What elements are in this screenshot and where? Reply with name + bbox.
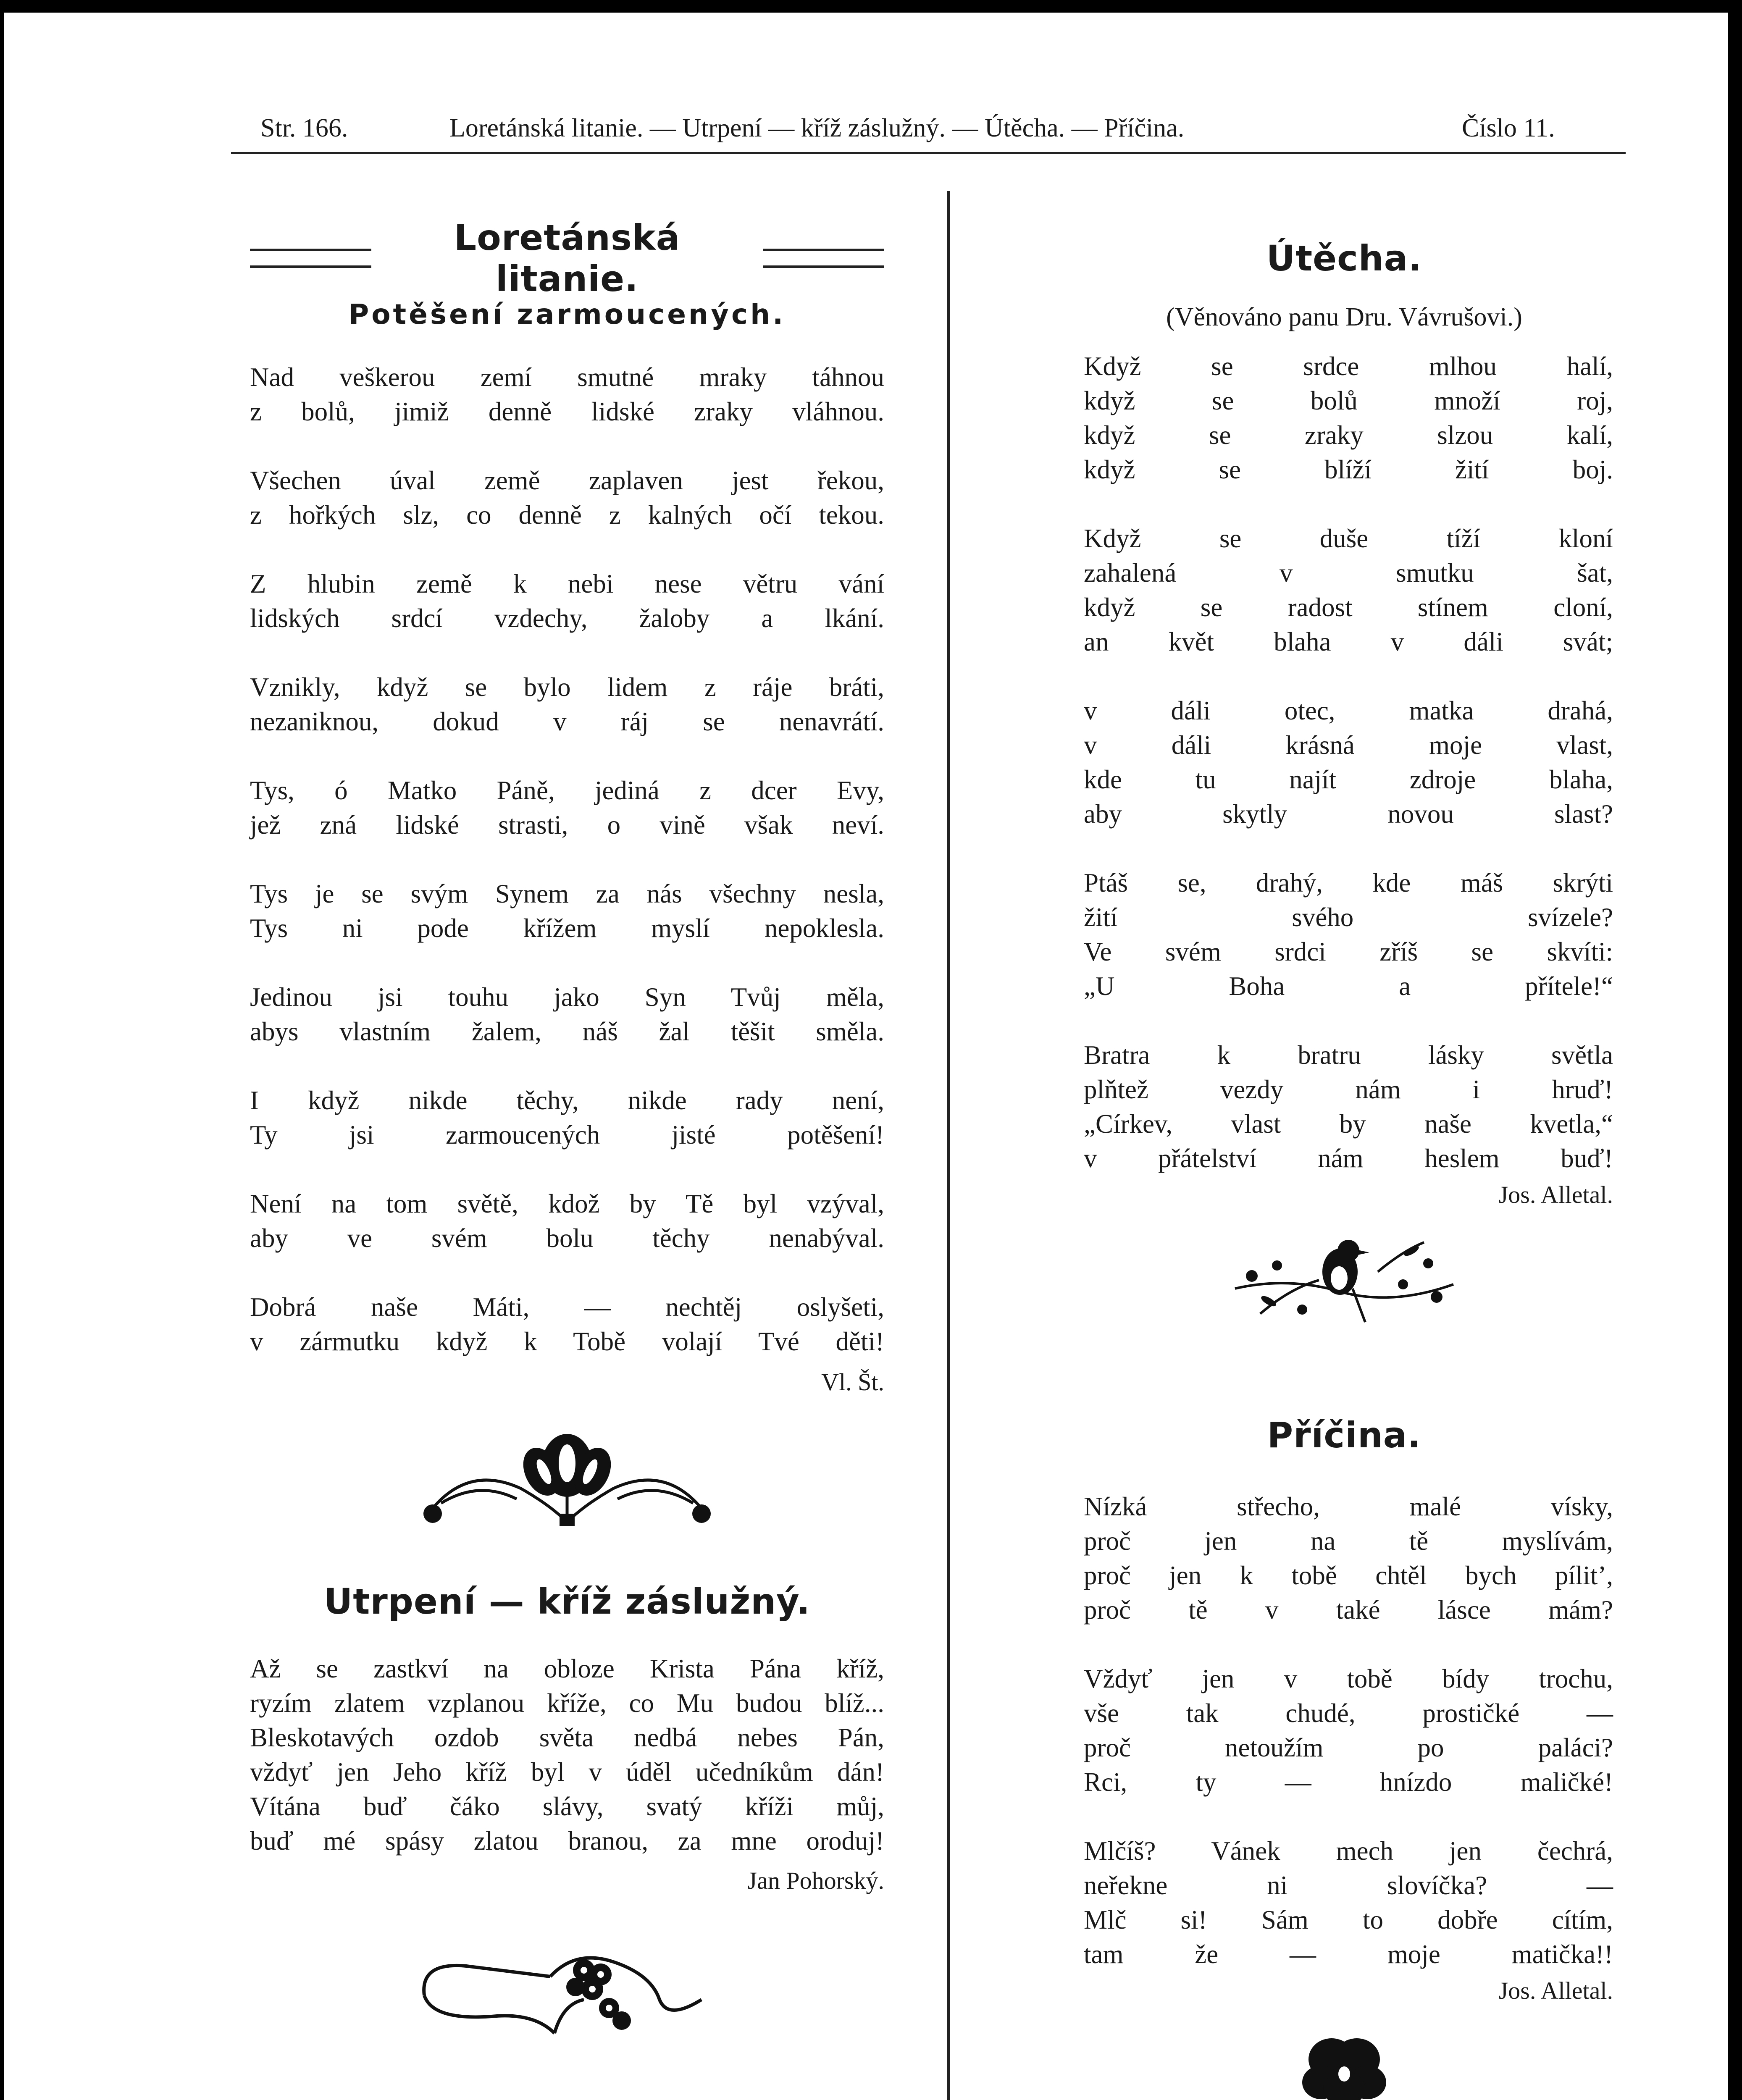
stanza bbox=[250, 773, 884, 842]
verse-line: Mlč si! Sám to dobře cítím, bbox=[1084, 1905, 1613, 1935]
verse-line: ryzím zlatem vzplanou kříže, co Mu budou blíž... bbox=[250, 1688, 884, 1718]
verse-line: Vznikly, když se bylo lidem z ráje bráti, bbox=[250, 672, 884, 702]
verse-line: Bratra k bratru lásky světla bbox=[1084, 1040, 1613, 1070]
verse-line: plňtež vezdy nám i hruď! bbox=[1084, 1075, 1613, 1104]
stanza bbox=[1075, 1834, 1613, 1971]
stanza bbox=[250, 877, 884, 945]
verse-line: Ptáš se, drahý, kde máš skrýti bbox=[1084, 868, 1613, 898]
title-rule-right bbox=[763, 249, 884, 268]
verse-line: Všechen úval země zaplaven jest řekou, bbox=[250, 466, 884, 495]
scan-border-right bbox=[1728, 0, 1742, 2100]
verse-line: neřekne ni slovíčka? — bbox=[1084, 1871, 1613, 1900]
verse-line: když se bolů množí roj, bbox=[1084, 386, 1613, 415]
verse-line: tam že — moje matička!! bbox=[1084, 1940, 1613, 1969]
verse-line: aby ve svém bolu těchy nenabýval. bbox=[250, 1223, 884, 1253]
verse-line: Z hlubin země k nebi nese větru vání bbox=[250, 569, 884, 598]
verse-line: nezaniknou, dokud v ráj se nenavrátí. bbox=[250, 707, 884, 736]
verse-line: Jedinou jsi touhu jako Syn Tvůj měla, bbox=[250, 982, 884, 1012]
utecha-title: Útěcha. bbox=[1266, 238, 1422, 279]
verse-line: Bleskotavých ozdob světa nedbá nebes Pán, bbox=[250, 1723, 884, 1752]
floral-ornament-icon bbox=[416, 1425, 718, 1530]
verse-line: I když nikde těchy, nikde rady není, bbox=[250, 1086, 884, 1115]
stanza bbox=[250, 1186, 884, 1255]
stanza bbox=[250, 980, 884, 1049]
pricina-title: Příčina. bbox=[1267, 1415, 1421, 1456]
bird-on-branch-ornament-icon bbox=[1227, 1226, 1462, 1335]
verse-line: „Církev, vlast by naše kvetla,“ bbox=[1084, 1109, 1613, 1139]
title-rule-left bbox=[250, 249, 371, 268]
verse-line: Když se srdce mlhou halí, bbox=[1084, 352, 1613, 381]
verse-line: když se radost stínem cloní, bbox=[1084, 593, 1613, 622]
stanza bbox=[1075, 866, 1613, 1003]
verse-line: v zármutku když k Tobě volají Tvé děti! bbox=[250, 1327, 884, 1356]
litany-poem bbox=[250, 360, 884, 1359]
verse-line: an květ blaha v dáli svát; bbox=[1084, 627, 1613, 656]
pansy-flower-icon bbox=[1294, 2026, 1395, 2100]
litany-subtitle: Potěšení zarmoucených. bbox=[348, 298, 786, 331]
scan-border-left bbox=[0, 0, 4, 2100]
stanza bbox=[1075, 693, 1613, 831]
verse-line: v dáli otec, matka drahá, bbox=[1084, 696, 1613, 725]
stanza bbox=[250, 463, 884, 532]
stanza bbox=[1075, 1662, 1613, 1799]
verse-line: Ty jsi zarmoucených jisté potěšení! bbox=[250, 1120, 884, 1150]
verse-line: lidských srdcí vzdechy, žaloby a lkání. bbox=[250, 604, 884, 633]
verse-line: Nízká střecho, malé vísky, bbox=[1084, 1492, 1613, 1521]
litany-title: Loretánská litanie. bbox=[454, 217, 681, 299]
verse-line: z hořkých slz, co denně z kalných očí tekou. bbox=[250, 500, 884, 530]
stanza bbox=[1075, 521, 1613, 659]
verse-line: buď mé spásy zlatou branou, za mne oroduj! bbox=[250, 1826, 884, 1856]
verse-line: Vždyť jen v tobě bídy trochu, bbox=[1084, 1664, 1613, 1693]
verse-line: abys vlastním žalem, náš žal těšit směla. bbox=[250, 1017, 884, 1046]
verse-line: proč netoužím po paláci? bbox=[1084, 1733, 1613, 1762]
verse-line: Nad veškerou zemí smutné mraky táhnou bbox=[250, 362, 884, 392]
right-column bbox=[1075, 235, 1613, 2100]
utecha-signature: Jos. Alletal. bbox=[1498, 1181, 1613, 1208]
verse-line: proč tě v také lásce mám? bbox=[1084, 1595, 1613, 1625]
pricina-signature: Jos. Alletal. bbox=[1498, 1977, 1613, 2004]
stanza bbox=[250, 1290, 884, 1359]
litany-title-row bbox=[250, 217, 884, 299]
column-divider bbox=[947, 191, 950, 2100]
verse-line: Když se duše tíží kloní bbox=[1084, 524, 1613, 553]
verse-line: aby skytly novou slast? bbox=[1084, 799, 1613, 829]
stanza bbox=[250, 567, 884, 635]
left-column bbox=[250, 217, 884, 2037]
verse-line: Rci, ty — hnízdo maličké! bbox=[1084, 1767, 1613, 1797]
verse-line: Tys je se svým Synem za nás všechny nesla, bbox=[250, 879, 884, 908]
header-rule bbox=[231, 152, 1626, 154]
verse-line: když se zraky slzou kalí, bbox=[1084, 420, 1613, 450]
stanza bbox=[1075, 1038, 1613, 1176]
stanza bbox=[1075, 349, 1613, 487]
verse-line: kde tu najít zdroje blaha, bbox=[1084, 765, 1613, 794]
verse-line: proč jen k tobě chtěl bych pílit’, bbox=[1084, 1561, 1613, 1590]
verse-line: Ve svém srdci zříš se skvíti: bbox=[1084, 937, 1613, 966]
verse-line: z bolů, jimiž denně lidské zraky vláhnou. bbox=[250, 397, 884, 426]
verse-line: proč jen na tě myslívám, bbox=[1084, 1526, 1613, 1556]
verse-line: Tys, ó Matko Páně, jediná z dcer Evy, bbox=[250, 776, 884, 805]
verse-line: žití svého svízele? bbox=[1084, 903, 1613, 932]
verse-line: „U Boha a přítele!“ bbox=[1084, 971, 1613, 1001]
verse-line: zahalená v smutku šat, bbox=[1084, 558, 1613, 588]
verse-line: Až se zastkví na obloze Krista Pána kříž, bbox=[250, 1654, 884, 1683]
running-head bbox=[231, 113, 1588, 143]
verse-line: Není na tom světě, kdož by Tě byl vzýval, bbox=[250, 1189, 884, 1218]
utrpeni-title: Utrpení — kříž záslužný. bbox=[324, 1581, 810, 1622]
stanza bbox=[250, 670, 884, 739]
utrpeni-signature: Jan Pohorský. bbox=[747, 1867, 884, 1894]
verse-line: Dobrá naše Máti, — nechtěj oslyšeti, bbox=[250, 1292, 884, 1322]
utrpeni-poem bbox=[250, 1651, 884, 1858]
verse-line: Tys ni pode křížem myslí nepoklesla. bbox=[250, 914, 884, 943]
verse-line: jež zná lidské strasti, o vině však neví. bbox=[250, 810, 884, 840]
verse-line: vše tak chudé, prostičké — bbox=[1084, 1698, 1613, 1728]
verse-line: Mlčíš? Vánek mech jen čechrá, bbox=[1084, 1836, 1613, 1866]
stanza bbox=[250, 360, 884, 429]
verse-line: v dáli krásná moje vlast, bbox=[1084, 730, 1613, 760]
verse-line: vždyť jen Jeho kříž byl v úděl učedníkům dán! bbox=[250, 1757, 884, 1787]
stanza bbox=[1075, 1489, 1613, 1627]
litany-signature: Vl. Št. bbox=[821, 1368, 884, 1396]
issue-number: Číslo 11. bbox=[1462, 114, 1555, 142]
utecha-poem bbox=[1075, 349, 1613, 1176]
page-number: Str. 166. bbox=[260, 114, 348, 142]
running-title: Loretánská litanie. — Utrpení — kříž záslužný. — Útěcha. — Příčina. bbox=[449, 114, 1185, 142]
vine-flower-ornament-icon bbox=[416, 1937, 718, 2037]
scan-border-top bbox=[0, 0, 1742, 13]
verse-line: když se blíží žití boj. bbox=[1084, 455, 1613, 484]
stanza bbox=[250, 1083, 884, 1152]
utecha-dedication: (Věnováno panu Dru. Vávrušovi.) bbox=[1166, 303, 1522, 331]
pricina-poem bbox=[1075, 1489, 1613, 1971]
verse-line: Vítána buď čáko slávy, svatý kříži můj, bbox=[250, 1792, 884, 1821]
verse-line: v přátelství nám heslem buď! bbox=[1084, 1144, 1613, 1173]
